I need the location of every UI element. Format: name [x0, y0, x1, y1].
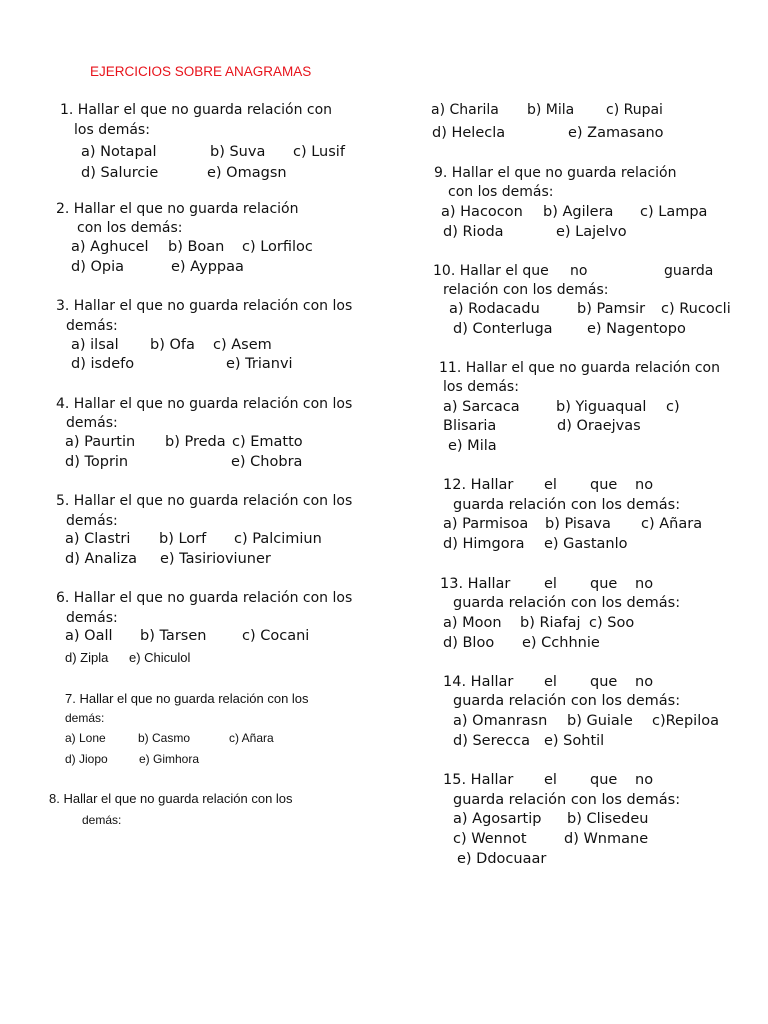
option-d: d) Salurcie: [81, 165, 159, 181]
question-text: guarda relación con los demás:: [453, 792, 681, 808]
question-text: que: [590, 576, 618, 592]
question-text: demás:: [65, 711, 105, 725]
question-text: no: [635, 576, 654, 592]
option-b: b) Pamsir: [577, 301, 646, 317]
question-text: demás:: [66, 415, 118, 431]
question-text: los demás:: [74, 122, 150, 138]
question-text: 10. Hallar el que: [433, 263, 549, 279]
option-b: b) Suva: [210, 144, 266, 160]
question-text: demás:: [82, 813, 122, 827]
option-e: e) Nagentopo: [587, 321, 686, 337]
question-text: no: [635, 674, 654, 690]
option-d: d) Analiza: [65, 551, 138, 567]
option-d: d) Wnmane: [564, 831, 649, 847]
option-a: a) Omanrasn: [453, 713, 548, 729]
question-text: 14. Hallar: [443, 674, 514, 690]
option-b: b) Guiale: [567, 713, 633, 729]
option-b: b) Casmo: [138, 731, 191, 745]
question-text: que: [590, 674, 618, 690]
option-b: b) Preda: [165, 434, 226, 450]
option-e: e) Lajelvo: [556, 224, 627, 240]
question-text: 15. Hallar: [443, 772, 514, 788]
question-text: 3. Hallar el que no guarda relación con los: [56, 298, 353, 314]
question-text: 9. Hallar el que no guarda relación: [434, 165, 677, 181]
question-text: el: [544, 477, 557, 493]
option-d: d) Rioda: [443, 224, 504, 240]
option-b: b) Agilera: [543, 204, 614, 220]
option-d: d) Jiopo: [65, 752, 108, 766]
option-d: d) Serecca: [453, 733, 530, 749]
question-text: demás:: [66, 610, 118, 626]
option-e: e) Mila: [448, 438, 497, 454]
question-text: guarda relación con los demás:: [453, 497, 681, 513]
option-a: a) Oall: [65, 628, 113, 644]
page-title: EJERCICIOS SOBRE ANAGRAMAS: [90, 64, 312, 79]
question-text: 1. Hallar el que no guarda relación con: [60, 102, 333, 118]
option-a: a) Clastri: [65, 531, 131, 547]
option-c: c) Asem: [213, 337, 272, 353]
option-a: a) Parmisoa: [443, 516, 529, 532]
question-text: que: [590, 477, 618, 493]
question-text: no: [635, 477, 654, 493]
option-a: a) Paurtin: [65, 434, 136, 450]
option-a: a) Notapal: [81, 144, 157, 160]
option-e: e) Trianvi: [226, 356, 293, 372]
option-d: d) Himgora: [443, 536, 525, 552]
question-text: el: [544, 674, 557, 690]
option-e: e) Ayppaa: [171, 259, 244, 275]
option-d: d) Toprin: [65, 454, 129, 470]
option-e: e) Cchhnie: [522, 635, 600, 651]
question-text: no: [635, 772, 654, 788]
option-e: e) Chiculol: [129, 650, 191, 665]
option-a: a) Sarcaca: [443, 399, 520, 415]
option-a: a) Agosartip: [453, 811, 542, 827]
question-text: demás:: [66, 318, 118, 334]
option-e: e) Tasirioviuner: [160, 551, 271, 567]
option-c: c) Palcimiun: [234, 531, 322, 547]
option-c: c) Añara: [229, 731, 274, 745]
option-b: b) Tarsen: [140, 628, 207, 644]
option-a: a) ilsal: [71, 337, 119, 353]
option-e: e) Zamasano: [568, 125, 664, 141]
question-text: 6. Hallar el que no guarda relación con los: [56, 590, 353, 606]
option-d: d) Opia: [71, 259, 125, 275]
question-text: 2. Hallar el que no guarda relación: [56, 201, 299, 217]
option-c: c) Lampa: [640, 204, 708, 220]
option-c: c) Rupai: [606, 102, 663, 118]
option-e: e) Sohtil: [544, 733, 605, 749]
option-d: d) Conterluga: [453, 321, 553, 337]
option-d: d) isdefo: [71, 356, 135, 372]
option-b: b) Lorf: [159, 531, 207, 547]
option-b: b) Pisava: [545, 516, 611, 532]
option-c: c) Añara: [641, 516, 703, 532]
question-text: el: [544, 772, 557, 788]
question-text: demás:: [66, 513, 118, 529]
option-d: d) Oraejvas: [557, 418, 641, 434]
option-c-text: Blisaria: [443, 418, 497, 434]
option-c: c): [666, 399, 680, 415]
option-a: a) Charila: [431, 102, 499, 118]
question-text: 8. Hallar el que no guarda relación con los: [49, 791, 293, 806]
option-c: c) Soo: [589, 615, 635, 631]
option-c: c)Repiloa: [652, 713, 719, 729]
option-d: d) Bloo: [443, 635, 495, 651]
option-b: b) Ofa: [150, 337, 195, 353]
question-text: 11. Hallar el que no guarda relación con: [439, 360, 720, 376]
option-a: a) Lone: [65, 731, 106, 745]
question-text: guarda relación con los demás:: [453, 595, 681, 611]
question-text: con los demás:: [448, 184, 554, 200]
option-b: b) Yiguaqual: [556, 399, 647, 415]
option-b: b) Mila: [527, 102, 575, 118]
option-a: a) Moon: [443, 615, 502, 631]
question-text: 7. Hallar el que no guarda relación con los: [65, 691, 309, 706]
question-text: el: [544, 576, 557, 592]
option-c: c) Cocani: [242, 628, 310, 644]
question-text: 13. Hallar: [440, 576, 511, 592]
option-e: e) Ddocuaar: [457, 851, 547, 867]
question-text: no: [570, 263, 588, 279]
question-text: guarda relación con los demás:: [453, 693, 681, 709]
option-c: c) Lusif: [293, 144, 345, 160]
option-c: c) Wennot: [453, 831, 527, 847]
option-a: a) Hacocon: [441, 204, 523, 220]
option-e: e) Gastanlo: [544, 536, 628, 552]
question-text: que: [590, 772, 618, 788]
option-c: c) Rucocli: [661, 301, 731, 317]
option-a: a) Aghucel: [71, 239, 149, 255]
question-text: 12. Hallar: [443, 477, 514, 493]
option-d: d) Helecla: [432, 125, 506, 141]
option-c: c) Lorfiloc: [242, 239, 313, 255]
question-text: 4. Hallar el que no guarda relación con los: [56, 396, 353, 412]
option-e: e) Chobra: [231, 454, 303, 470]
option-e: e) Omagsn: [207, 165, 287, 181]
question-text: con los demás:: [77, 220, 183, 236]
question-text: guarda: [664, 263, 714, 279]
option-c: c) Ematto: [232, 434, 303, 450]
question-text: 5. Hallar el que no guarda relación con los: [56, 493, 353, 509]
option-e: e) Gimhora: [139, 752, 200, 766]
option-a: a) Rodacadu: [449, 301, 540, 317]
option-b: b) Riafaj: [520, 615, 581, 631]
option-b: b) Clisedeu: [567, 811, 649, 827]
question-text: relación con los demás:: [443, 282, 609, 298]
option-b: b) Boan: [168, 239, 225, 255]
question-text: los demás:: [443, 379, 519, 395]
option-d: d) Zipla: [65, 650, 109, 665]
